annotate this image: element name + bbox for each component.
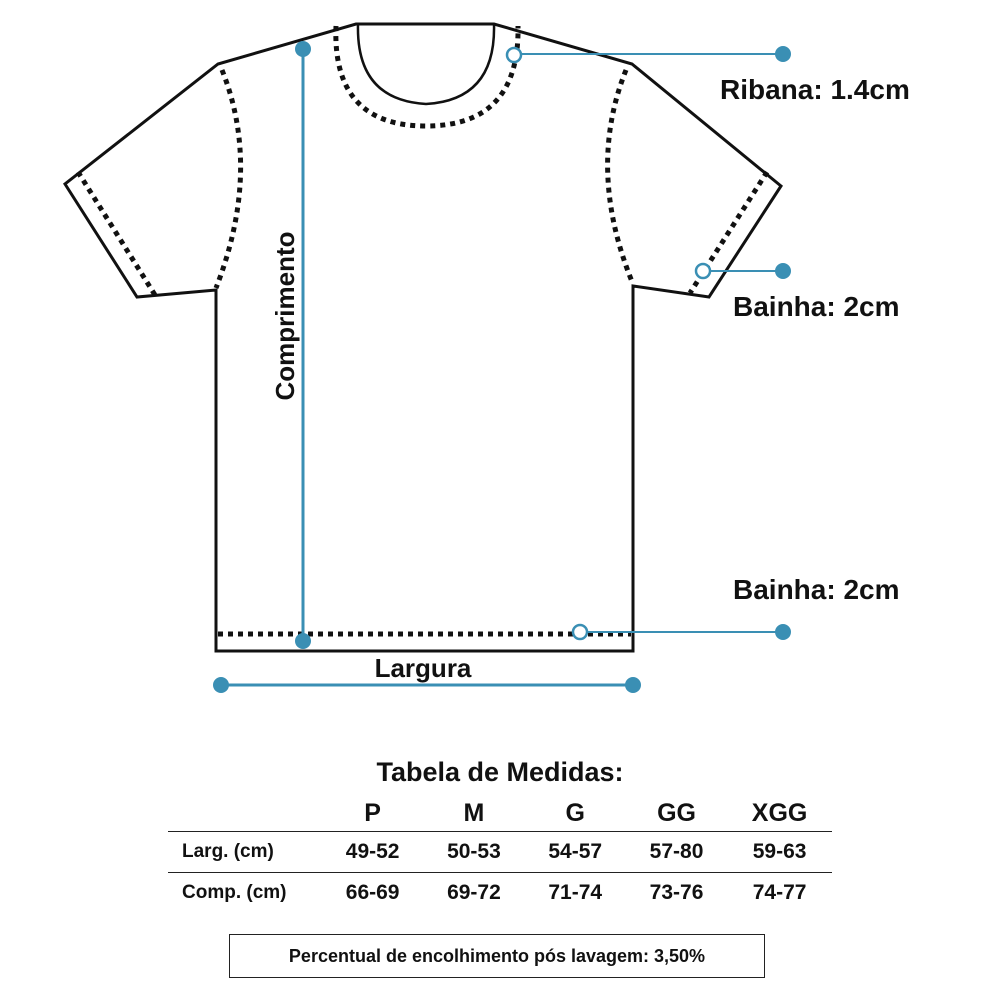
left-armhole-stitch (216, 70, 241, 288)
sleeve-hem-anchor-ring (696, 264, 710, 278)
length-label: Comprimento (270, 231, 300, 401)
table-cell: 59-63 (727, 832, 832, 873)
ribana-anchor-ring (507, 48, 521, 62)
table-cell: 50-53 (423, 832, 524, 873)
size-header-row (168, 795, 832, 832)
size-header-cell: P (322, 795, 423, 832)
left-sleeve-hem-stitch (78, 172, 155, 295)
width-left-dot (213, 677, 229, 693)
bottom-hem-anchor-ring (573, 625, 587, 639)
width-label: Largura (374, 653, 472, 683)
table-cell: 49-52 (322, 832, 423, 873)
size-header-cell: M (423, 795, 524, 832)
row-label: Comp. (cm) (182, 882, 287, 903)
table-title: Tabela de Medidas: (376, 757, 624, 787)
table-cell: 71-74 (548, 881, 603, 904)
collar-stitch (336, 26, 518, 126)
sleeve-hem-label: Bainha: 2cm (733, 291, 900, 322)
table-cell: 66-69 (345, 881, 400, 904)
size-header-blank (168, 795, 322, 832)
table-cell: 57-80 (626, 832, 727, 873)
table-cell: 69-72 (447, 881, 501, 904)
sleeve-hem-callout (696, 263, 791, 279)
right-armhole-stitch (608, 70, 633, 284)
collar-inner-line (358, 24, 494, 104)
table-cell: 54-57 (525, 832, 626, 873)
table-row (168, 873, 832, 914)
shrinkage-note-text: Percentual de encolhimento pós lavagem: 3,50% (288, 945, 706, 966)
row-label: Larg. (cm) (168, 832, 322, 873)
bottom-hem-callout (573, 624, 791, 640)
ribana-end-dot (775, 46, 791, 62)
width-right-dot (625, 677, 641, 693)
size-header-cell: GG (626, 795, 727, 832)
table-cell: 74-77 (752, 881, 807, 904)
size-table (168, 795, 832, 913)
bottom-hem-end-dot (775, 624, 791, 640)
tshirt-outline (65, 24, 781, 651)
size-header-cell: XGG (727, 795, 832, 832)
ribana-callout (507, 46, 791, 62)
bottom-hem-label: Bainha: 2cm (733, 574, 900, 605)
table-cell: 73-76 (649, 881, 704, 904)
length-bottom-dot (295, 633, 311, 649)
sleeve-hem-end-dot (775, 263, 791, 279)
shrinkage-note (229, 934, 765, 978)
size-header-cell: G (525, 795, 626, 832)
length-top-dot (295, 41, 311, 57)
ribana-label: Ribana: 1.4cm (720, 74, 910, 105)
table-row (168, 832, 832, 873)
